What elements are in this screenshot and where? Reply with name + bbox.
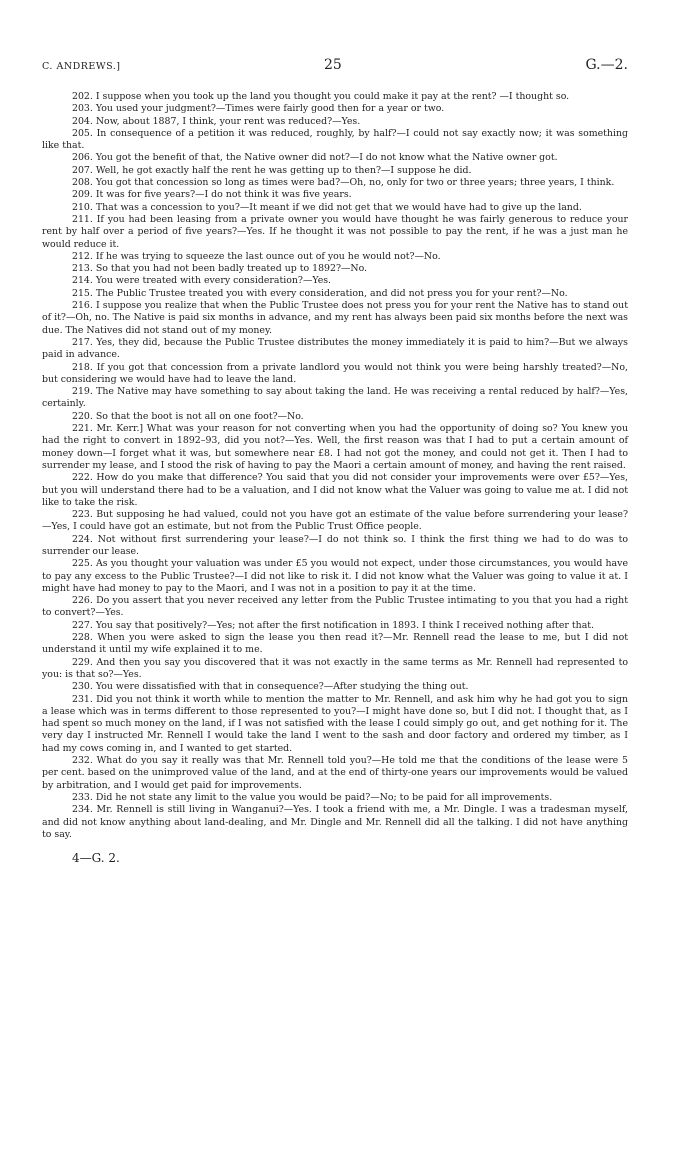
paragraph: 234. Mr. Rennell is still living in Wanganui?—Yes. I took a friend with me, a Mr. Dingle. I was a tradesman myself, and did not know anything about land-dealing, and Mr. Dingle and Mr. Rennell did all the talking. I did not have anything to say. [42, 804, 628, 840]
paragraph: 230. You were dissatisfied with that in consequence?—After studying the thing out. [72, 681, 469, 693]
paragraph: 205. In consequence of a petition it was reduced, roughly, by half?—I could not say exactly now; it was something like that. [42, 127, 628, 152]
paragraph: 228. When you were asked to sign the lease you then read it?—Mr. Rennell read the lease to me, but I did not understand it until my wife explained it to me. [42, 632, 628, 656]
paragraph: 215. The Public Trustee treated you with every consideration, and did not press you for your rent?—No. [72, 287, 568, 299]
paragraph: 222. How do you make that difference? You said that you did not consider your improvements were over £5?—Yes, but you will understand there had to be a valuation, and I did not know what the Valuer was going to value me at. I did not like to take the risk. [42, 472, 628, 508]
page-header [42, 55, 628, 79]
paragraph: 207. Well, he got exactly half the rent he was getting up to then?—I suppose he did. [72, 164, 472, 176]
document-page [42, 55, 628, 865]
witness-name: C. ANDREWS.] [42, 61, 121, 72]
paragraph: 221. Mr. Kerr.] What was your reason for not converting when you had the opportunity of doing so? You knew you had the right to convert in 1892–93, did you not?—Yes. Well, the first reason was that I had to put a certain amount of money down—I forget what it was, but somewhere near £8. I had not got the money, and could not get it. Then I had to surrender my lease, and I stood the risk of having to pay the Maori a certain amount of money, and having the rent raised. [42, 423, 628, 471]
paragraph: 204. Now, about 1887, I think, your rent was reduced?—Yes. [72, 115, 361, 127]
paragraph: 219. The Native may have something to say about taking the land. He was receiving a rental reduced by half?—Yes, certainly. [42, 386, 628, 410]
paragraph: 209. It was for five years?—I do not think it was five years. [72, 189, 352, 201]
paragraph: 203. You used your judgment?—Times were fairly good then for a year or two. [72, 103, 445, 115]
paragraph: 231. Did you not think it worth while to mention the matter to Mr. Rennell, and ask him why he had got you to sign a lease which was in terms different to those represented to you?—I might have done so, but I did not. I thought that, as I had spent so much money on the land, if I was not satisfied with the lease I could simply go out, and get nothing for it. The very day I instructed Mr. Rennell I would take the land I went to the sash and door factory and ordered my timber, as I had my cows coming in, and I wanted to get started. [42, 693, 628, 754]
paragraph: 225. As you thought your valuation was under £5 you would not expect, under those circumstances, you would have to pay any excess to the Public Trustee?—I did not like to risk it. I did not know what the Valuer was going to value it at. I might have had money to pay to the Maori, and I was not in a position to pay it at the time. [42, 558, 628, 594]
page-number: 25 [324, 57, 342, 73]
paragraph: 206. You got the benefit of that, the Native owner did not?—I do not know what the Native owner got. [72, 152, 558, 164]
paragraph: 217. Yes, they did, because the Public Trustee distributes the money immediately it is paid to him?—But we always paid in advance. [42, 336, 628, 361]
paragraph: 232. What do you say it really was that Mr. Rennell told you?—He told me that the conditions of the lease were 5 per cent. based on the unimproved value of the land, and at the end of thirty-one years our improvements would be valued by arbitration, and I would get paid for improvements. [42, 755, 628, 791]
paragraph: 233. Did he not state any limit to the value you would be paid?—No; to be paid for all improvements. [72, 791, 553, 803]
paragraph: 229. And then you say you discovered that it was not exactly in the same terms as Mr. Rennell had represented to you: is that so?—Yes. [42, 656, 628, 680]
paragraph: 220. So that the boot is not all on one foot?—No. [72, 410, 304, 422]
sheet-signature: 4—G. 2. [72, 851, 120, 866]
paragraph: 208. You got that concession so long as times were bad?—Oh, no, only for two or three years; three years, I think. [72, 177, 615, 189]
paragraph: 224. Not without first surrendering your lease?—I do not think so. I think the first thing we had to do was to surrender our lease. [42, 533, 628, 557]
paragraph: 218. If you got that concession from a private landlord you would not think you were being harshly treated?—No, but considering we would have had to leave the land. [42, 361, 628, 385]
paragraph: 212. If he was trying to squeeze the last ounce out of you he would not?—No. [72, 250, 441, 262]
paragraph: 214. You were treated with every consideration?—Yes. [72, 275, 332, 287]
paragraph: 202. I suppose when you took up the land you thought you could make it pay at the rent? —I thought so. [72, 91, 570, 102]
paragraph: 223. But supposing he had valued, could not you have got an estimate of the value before surrendering your lease?—Yes, I could have got an estimate, but not from the Public Trust Office people. [42, 509, 628, 533]
paragraph: 227. You say that positively?—Yes; not after the first notification in 1893. I think I received nothing after that. [72, 619, 595, 631]
paragraph: 211. If you had been leasing from a private owner you would have thought he was fairly generous to reduce your rent by half over a period of five years?—Yes. If he thought it was not possible to pay the rent, if he was a just man he would reduce it. [42, 213, 628, 250]
paragraph: 226. Do you assert that you never received any letter from the Public Trustee intimating to you that you had a right to convert?—Yes. [42, 595, 628, 619]
paragraph: 213. So that you had not been badly treated up to 1892?—No. [72, 263, 368, 275]
paper-reference: G.—2. [585, 57, 628, 73]
paragraph: 216. I suppose you realize that when the Public Trustee does not press you for your rent the Native has to stand out of it?—Oh, no. The Native is paid six months in advance, and my rent has always been paid six months before the next was due. The Natives did not stand out of my money. [42, 300, 628, 336]
paragraph: 210. That was a concession to you?—It meant if we did not get that we would have had to give up the land. [72, 201, 582, 213]
testimony-body [42, 91, 628, 841]
